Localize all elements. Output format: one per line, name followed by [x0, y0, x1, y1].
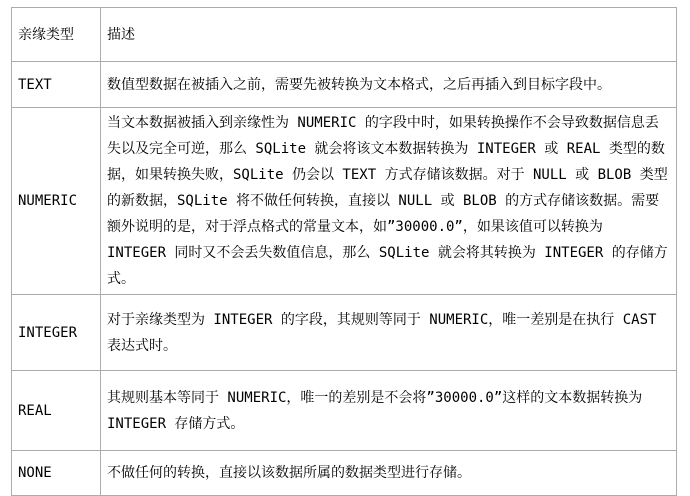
description-cell: 其规则基本等同于 NUMERIC，唯一的差别是不会将”30000.0”这样的文本数据转换为 INTEGER 存储方式。 [101, 371, 677, 451]
table-row [12, 295, 677, 371]
affinity-type-cell: NONE [12, 451, 101, 496]
table-row [12, 451, 677, 496]
affinity-type-cell: NUMERIC [12, 108, 101, 295]
table-row [12, 62, 677, 108]
column-header-affinity-type: 亲缘类型 [12, 8, 101, 62]
affinity-type-cell: TEXT [12, 62, 101, 108]
description-cell: 不做任何的转换，直接以该数据所属的数据类型进行存储。 [101, 451, 677, 496]
table-row [12, 371, 677, 451]
column-header-description: 描述 [101, 8, 677, 62]
affinity-table [11, 7, 677, 496]
table-header-row [12, 8, 677, 62]
description-cell: 数值型数据在被插入之前，需要先被转换为文本格式，之后再插入到目标字段中。 [101, 62, 677, 108]
affinity-type-cell: REAL [12, 371, 101, 451]
affinity-type-cell: INTEGER [12, 295, 101, 371]
description-cell: 对于亲缘类型为 INTEGER 的字段，其规则等同于 NUMERIC，唯一差别是在执行 CAST 表达式时。 [101, 295, 677, 371]
table-row [12, 108, 677, 295]
description-cell: 当文本数据被插入到亲缘性为 NUMERIC 的字段中时，如果转换操作不会导致数据信息丢失以及完全可逆，那么 SQLite 就会将该文本数据转换为 INTEGER 或 REAL 类型的数据，如果转换失败，SQLite 仍会以 TEXT 方式存储该数据。对于 NULL 或 BLOB 类型的新数据，SQLite 将不做任何转换，直接以 NULL 或 BLOB 的方式存储该数据。需要额外说明的是，对于浮点格式的常量文本，如”30000.0”，如果该值可以转换为 INTEGER 同时又不会丢失数值信息，那么 SQLite 就会将其转换为 INTEGER 的存储方式。 [101, 108, 677, 295]
